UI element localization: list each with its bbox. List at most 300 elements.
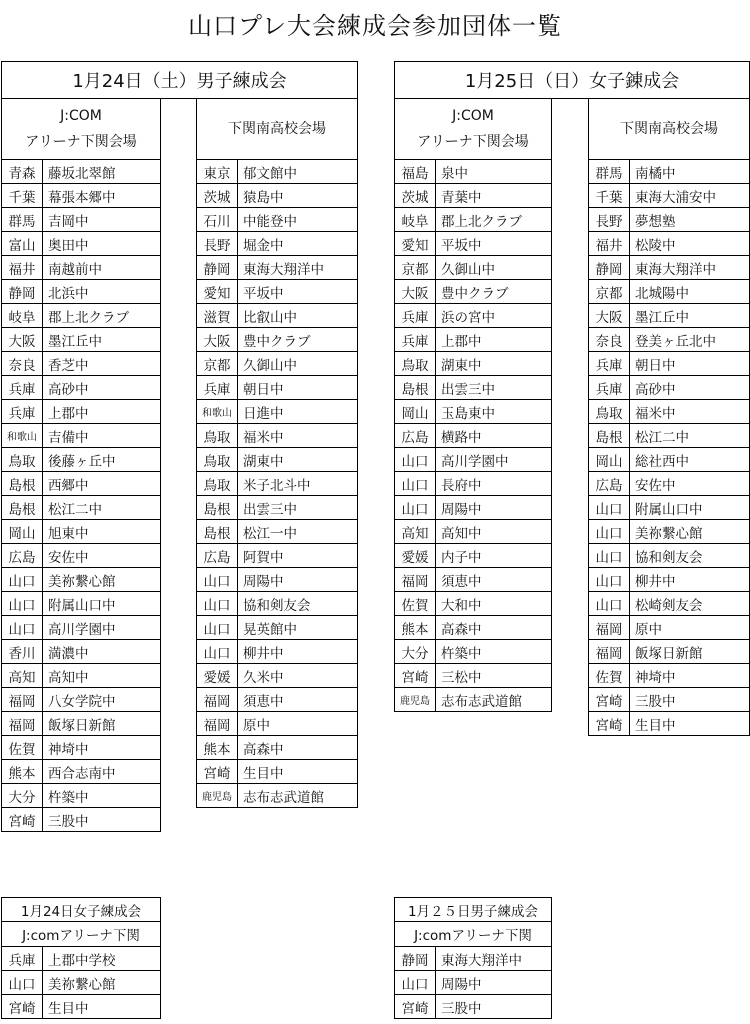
table-row [197, 520, 358, 544]
table-row [197, 208, 358, 232]
team-cell: 北浜中 [43, 280, 161, 304]
team-cell: 堀金中 [238, 232, 358, 256]
prefecture-cell: 鹿児島 [197, 784, 238, 808]
prefecture-cell: 香川 [2, 640, 43, 664]
team-cell: 西郷中 [43, 472, 161, 496]
prefecture-cell: 岡山 [395, 400, 436, 424]
team-cell: 湖東中 [238, 448, 358, 472]
team-cell: 吉岡中 [43, 208, 161, 232]
team-cell: 神埼中 [43, 736, 161, 760]
prefecture-cell: 愛媛 [197, 664, 238, 688]
team-cell: 高知中 [43, 664, 161, 688]
team-cell: 神埼中 [630, 664, 750, 688]
team-cell: 協和剣友会 [630, 544, 750, 568]
team-cell: 郁文館中 [238, 160, 358, 184]
prefecture-cell: 佐賀 [2, 736, 43, 760]
team-cell: 横路中 [436, 424, 552, 448]
table-row [2, 592, 161, 616]
team-cell: 高砂中 [43, 376, 161, 400]
team-cell: 杵築中 [43, 784, 161, 808]
prefecture-cell: 福岡 [2, 712, 43, 736]
table-row [395, 424, 552, 448]
team-cell: 周陽中 [436, 971, 552, 995]
prefecture-cell: 宮崎 [395, 995, 436, 1019]
prefecture-cell: 山口 [197, 592, 238, 616]
table-row [589, 544, 750, 568]
prefecture-cell: 兵庫 [589, 376, 630, 400]
prefecture-cell: 島根 [2, 472, 43, 496]
prefecture-cell: 島根 [589, 424, 630, 448]
team-cell: 登美ヶ丘北中 [630, 328, 750, 352]
prefecture-cell: 岐阜 [395, 208, 436, 232]
table-row [2, 496, 161, 520]
table-row [395, 664, 552, 688]
prefecture-cell: 滋賀 [197, 304, 238, 328]
table-row [197, 784, 358, 808]
prefecture-cell: 山口 [589, 496, 630, 520]
prefecture-cell: 富山 [2, 232, 43, 256]
table-row [589, 376, 750, 400]
team-cell: 三股中 [436, 995, 552, 1019]
table-row [2, 808, 161, 832]
prefecture-cell: 福岡 [2, 688, 43, 712]
team-cell: 柳井中 [630, 568, 750, 592]
prefecture-cell: 長野 [589, 208, 630, 232]
team-cell: 晃英館中 [238, 616, 358, 640]
team-cell: 米子北斗中 [238, 472, 358, 496]
team-cell: 西合志南中 [43, 760, 161, 784]
table-row [395, 472, 552, 496]
prefecture-cell: 宮崎 [395, 664, 436, 688]
team-cell: 郡上北クラブ [43, 304, 161, 328]
table-row [589, 256, 750, 280]
team-cell: 豊中クラブ [436, 280, 552, 304]
prefecture-cell: 大阪 [589, 304, 630, 328]
team-cell: 湖東中 [436, 352, 552, 376]
table-row [197, 640, 358, 664]
table-row [2, 304, 161, 328]
prefecture-cell: 岡山 [589, 448, 630, 472]
team-cell: 須恵中 [238, 688, 358, 712]
table-row [197, 616, 358, 640]
table-row [2, 568, 161, 592]
table-row [2, 736, 161, 760]
prefecture-cell: 和歌山 [2, 424, 43, 448]
team-cell: 夢想塾 [630, 208, 750, 232]
table-row [2, 424, 161, 448]
prefecture-cell: 大阪 [395, 280, 436, 304]
table-row [197, 496, 358, 520]
prefecture-cell: 鳥取 [197, 472, 238, 496]
team-cell: 生目中 [630, 712, 750, 736]
table-row [395, 376, 552, 400]
team-cell: 中能登中 [238, 208, 358, 232]
table-row [197, 280, 358, 304]
prefecture-cell: 大分 [2, 784, 43, 808]
prefecture-cell: 福井 [589, 232, 630, 256]
prefecture-cell: 宮崎 [589, 712, 630, 736]
team-cell: 周陽中 [238, 568, 358, 592]
bottom-left-header: 1月24日女子練成会 [1, 897, 161, 922]
table-row [589, 568, 750, 592]
table-row [197, 328, 358, 352]
table-row [395, 328, 552, 352]
team-cell: 三松中 [436, 664, 552, 688]
table-row [197, 232, 358, 256]
prefecture-cell: 兵庫 [2, 947, 43, 971]
prefecture-cell: 長野 [197, 232, 238, 256]
team-cell: 阿賀中 [238, 544, 358, 568]
team-cell: 福米中 [238, 424, 358, 448]
venue-line2: アリーナ下関会場 [25, 134, 137, 150]
prefecture-cell: 鳥取 [197, 448, 238, 472]
prefecture-cell: 山口 [589, 520, 630, 544]
venue-line2: アリーナ下関会場 [417, 134, 529, 150]
table-row [197, 424, 358, 448]
team-cell: 平坂中 [436, 232, 552, 256]
prefecture-cell: 熊本 [197, 736, 238, 760]
left-list-jcom [1, 159, 161, 832]
team-cell: 美祢繋心館 [43, 971, 161, 995]
team-cell: 松江一中 [238, 520, 358, 544]
team-cell: 幕張本郷中 [43, 184, 161, 208]
table-row [197, 304, 358, 328]
table-row [589, 280, 750, 304]
team-cell: 出雲三中 [238, 496, 358, 520]
team-cell: 旭東中 [43, 520, 161, 544]
team-cell: 玉島東中 [436, 400, 552, 424]
table-row [2, 328, 161, 352]
prefecture-cell: 熊本 [2, 760, 43, 784]
table-row [2, 688, 161, 712]
prefecture-cell: 島根 [197, 496, 238, 520]
bottom-right-header: 1月２５日男子練成会 [394, 897, 552, 922]
team-cell: 三股中 [630, 688, 750, 712]
team-cell: 松江二中 [630, 424, 750, 448]
team-cell: 美祢繋心館 [43, 568, 161, 592]
venue-line1: J:COM [452, 108, 494, 124]
prefecture-cell: 福岡 [197, 688, 238, 712]
team-cell: 比叡山中 [238, 304, 358, 328]
table-row [2, 256, 161, 280]
table-row [589, 328, 750, 352]
team-cell: 南橘中 [630, 160, 750, 184]
team-cell: 久米中 [238, 664, 358, 688]
prefecture-cell: 福島 [395, 160, 436, 184]
prefecture-cell: 兵庫 [395, 304, 436, 328]
prefecture-cell: 兵庫 [197, 376, 238, 400]
team-cell: 総社西中 [630, 448, 750, 472]
table-row [197, 472, 358, 496]
team-cell: 墨江丘中 [630, 304, 750, 328]
prefecture-cell: 静岡 [2, 280, 43, 304]
prefecture-cell: 和歌山 [197, 400, 238, 424]
table-row [395, 184, 552, 208]
table-row [395, 256, 552, 280]
team-cell: 飯塚日新館 [630, 640, 750, 664]
table-row [197, 568, 358, 592]
prefecture-cell: 兵庫 [2, 376, 43, 400]
team-cell: 松陵中 [630, 232, 750, 256]
table-row [589, 184, 750, 208]
table-row [2, 544, 161, 568]
table-row [2, 971, 161, 995]
team-cell: 高川学園中 [43, 616, 161, 640]
prefecture-cell: 山口 [395, 971, 436, 995]
team-cell: 後藤ヶ丘中 [43, 448, 161, 472]
team-cell: 奥田中 [43, 232, 161, 256]
prefecture-cell: 岐阜 [2, 304, 43, 328]
team-cell: 香芝中 [43, 352, 161, 376]
team-cell: 杵築中 [436, 640, 552, 664]
team-cell: 東海大浦安中 [630, 184, 750, 208]
table-row [395, 592, 552, 616]
team-cell: 猿島中 [238, 184, 358, 208]
team-cell: 安佐中 [43, 544, 161, 568]
prefecture-cell: 兵庫 [589, 352, 630, 376]
prefecture-cell: 奈良 [589, 328, 630, 352]
left-venue-jcom-header [1, 98, 161, 160]
table-row [395, 995, 552, 1019]
prefecture-cell: 山口 [2, 616, 43, 640]
right-venue-jcom-header [394, 98, 552, 160]
team-cell: 周陽中 [436, 496, 552, 520]
table-row [197, 160, 358, 184]
table-row [589, 640, 750, 664]
prefecture-cell: 山口 [2, 592, 43, 616]
table-row [395, 568, 552, 592]
prefecture-cell: 広島 [2, 544, 43, 568]
prefecture-cell: 山口 [589, 568, 630, 592]
table-row [589, 520, 750, 544]
prefecture-cell: 宮崎 [2, 995, 43, 1019]
table-row [589, 496, 750, 520]
prefecture-cell: 福岡 [589, 616, 630, 640]
team-cell: 東海大翔洋中 [630, 256, 750, 280]
table-row [2, 208, 161, 232]
prefecture-cell: 高知 [2, 664, 43, 688]
table-row [2, 712, 161, 736]
table-row [395, 232, 552, 256]
team-cell: 上郡中学校 [43, 947, 161, 971]
table-row [2, 784, 161, 808]
prefecture-cell: 鳥取 [197, 424, 238, 448]
table-row [197, 448, 358, 472]
table-row [395, 640, 552, 664]
team-cell: 郡上北クラブ [436, 208, 552, 232]
team-cell: 平坂中 [238, 280, 358, 304]
prefecture-cell: 山口 [2, 971, 43, 995]
prefecture-cell: 兵庫 [2, 400, 43, 424]
prefecture-cell: 広島 [197, 544, 238, 568]
prefecture-cell: 山口 [589, 592, 630, 616]
prefecture-cell: 茨城 [197, 184, 238, 208]
right-list-shimonoseki [588, 159, 750, 736]
table-row [2, 947, 161, 971]
prefecture-cell: 山口 [395, 472, 436, 496]
table-row [589, 448, 750, 472]
left-venue-shimonoseki-header: 下関南高校会場 [196, 98, 358, 160]
table-row [2, 760, 161, 784]
table-row [2, 995, 161, 1019]
team-cell: 美祢繋心館 [630, 520, 750, 544]
table-row [395, 160, 552, 184]
team-cell: 福米中 [630, 400, 750, 424]
table-row [197, 592, 358, 616]
bottom-left-venue: J:comアリーナ下関 [1, 921, 161, 947]
team-cell: 久御山中 [436, 256, 552, 280]
left-block-header: 1月24日（土）男子練成会 [1, 61, 358, 99]
team-cell: 北城陽中 [630, 280, 750, 304]
table-row [197, 256, 358, 280]
prefecture-cell: 佐賀 [589, 664, 630, 688]
team-cell: 生目中 [238, 760, 358, 784]
team-cell: 松崎剣友会 [630, 592, 750, 616]
prefecture-cell: 島根 [395, 376, 436, 400]
table-row [2, 376, 161, 400]
prefecture-cell: 千葉 [2, 184, 43, 208]
team-cell: 東海大翔洋中 [436, 947, 552, 971]
table-row [197, 712, 358, 736]
team-cell: 高森中 [238, 736, 358, 760]
table-row [2, 352, 161, 376]
team-cell: 青葉中 [436, 184, 552, 208]
prefecture-cell: 岡山 [2, 520, 43, 544]
table-row [2, 616, 161, 640]
prefecture-cell: 奈良 [2, 352, 43, 376]
table-row [589, 352, 750, 376]
team-cell: 藤坂北翠館 [43, 160, 161, 184]
table-row [2, 184, 161, 208]
table-row [395, 544, 552, 568]
team-cell: 東海大翔洋中 [238, 256, 358, 280]
team-cell: 安佐中 [630, 472, 750, 496]
table-row [197, 184, 358, 208]
table-row [197, 736, 358, 760]
table-row [2, 448, 161, 472]
prefecture-cell: 福岡 [395, 568, 436, 592]
prefecture-cell: 福井 [2, 256, 43, 280]
team-cell: 原中 [630, 616, 750, 640]
table-row [589, 232, 750, 256]
prefecture-cell: 宮崎 [589, 688, 630, 712]
table-row [589, 304, 750, 328]
prefecture-cell: 大分 [395, 640, 436, 664]
prefecture-cell: 佐賀 [395, 592, 436, 616]
table-row [2, 280, 161, 304]
table-row [2, 664, 161, 688]
team-cell: 上郡中 [43, 400, 161, 424]
team-cell: 南越前中 [43, 256, 161, 280]
table-row [197, 688, 358, 712]
prefecture-cell: 愛知 [395, 232, 436, 256]
team-cell: 朝日中 [238, 376, 358, 400]
team-cell: 長府中 [436, 472, 552, 496]
table-row [395, 400, 552, 424]
team-cell: 泉中 [436, 160, 552, 184]
team-cell: 朝日中 [630, 352, 750, 376]
prefecture-cell: 東京 [197, 160, 238, 184]
table-row [589, 616, 750, 640]
table-row [197, 544, 358, 568]
prefecture-cell: 福岡 [197, 712, 238, 736]
prefecture-cell: 山口 [2, 568, 43, 592]
bottom-left-list [1, 946, 161, 1019]
prefecture-cell: 島根 [197, 520, 238, 544]
right-venue-shimonoseki-header: 下関南高校会場 [588, 98, 750, 160]
team-cell: 高知中 [436, 520, 552, 544]
table-row [197, 352, 358, 376]
team-cell: 八女学院中 [43, 688, 161, 712]
team-cell: 飯塚日新館 [43, 712, 161, 736]
prefecture-cell: 群馬 [2, 208, 43, 232]
table-row [589, 400, 750, 424]
table-row [395, 520, 552, 544]
prefecture-cell: 千葉 [589, 184, 630, 208]
table-row [395, 280, 552, 304]
prefecture-cell: 山口 [197, 568, 238, 592]
team-cell: 三股中 [43, 808, 161, 832]
table-row [395, 304, 552, 328]
team-cell: 吉備中 [43, 424, 161, 448]
prefecture-cell: 山口 [197, 616, 238, 640]
table-row [395, 352, 552, 376]
team-cell: 附属山口中 [630, 496, 750, 520]
table-row [197, 376, 358, 400]
team-cell: 松江二中 [43, 496, 161, 520]
team-cell: 久御山中 [238, 352, 358, 376]
prefecture-cell: 熊本 [395, 616, 436, 640]
bottom-right-venue: J:comアリーナ下関 [394, 921, 552, 947]
prefecture-cell: 山口 [589, 544, 630, 568]
table-row [2, 232, 161, 256]
table-row [589, 712, 750, 736]
prefecture-cell: 広島 [395, 424, 436, 448]
team-cell: 高川学園中 [436, 448, 552, 472]
team-cell: 高砂中 [630, 376, 750, 400]
prefecture-cell: 大阪 [197, 328, 238, 352]
prefecture-cell: 大阪 [2, 328, 43, 352]
team-cell: 大和中 [436, 592, 552, 616]
team-cell: 墨江丘中 [43, 328, 161, 352]
table-row [395, 616, 552, 640]
prefecture-cell: 宮崎 [2, 808, 43, 832]
prefecture-cell: 茨城 [395, 184, 436, 208]
table-row [197, 400, 358, 424]
team-cell: 浜の宮中 [436, 304, 552, 328]
table-row [2, 400, 161, 424]
prefecture-cell: 静岡 [395, 947, 436, 971]
prefecture-cell: 京都 [197, 352, 238, 376]
team-cell: 豊中クラブ [238, 328, 358, 352]
team-cell: 内子中 [436, 544, 552, 568]
prefecture-cell: 静岡 [589, 256, 630, 280]
table-row [197, 760, 358, 784]
prefecture-cell: 鳥取 [395, 352, 436, 376]
prefecture-cell: 愛知 [197, 280, 238, 304]
team-cell: 志布志武道館 [238, 784, 358, 808]
left-list-shimonoseki [196, 159, 358, 808]
table-row [2, 472, 161, 496]
team-cell: 附属山口中 [43, 592, 161, 616]
team-cell: 生目中 [43, 995, 161, 1019]
bottom-right-list [394, 946, 552, 1019]
team-cell: 上郡中 [436, 328, 552, 352]
table-row [395, 448, 552, 472]
table-row [2, 160, 161, 184]
prefecture-cell: 鳥取 [2, 448, 43, 472]
prefecture-cell: 宮崎 [197, 760, 238, 784]
